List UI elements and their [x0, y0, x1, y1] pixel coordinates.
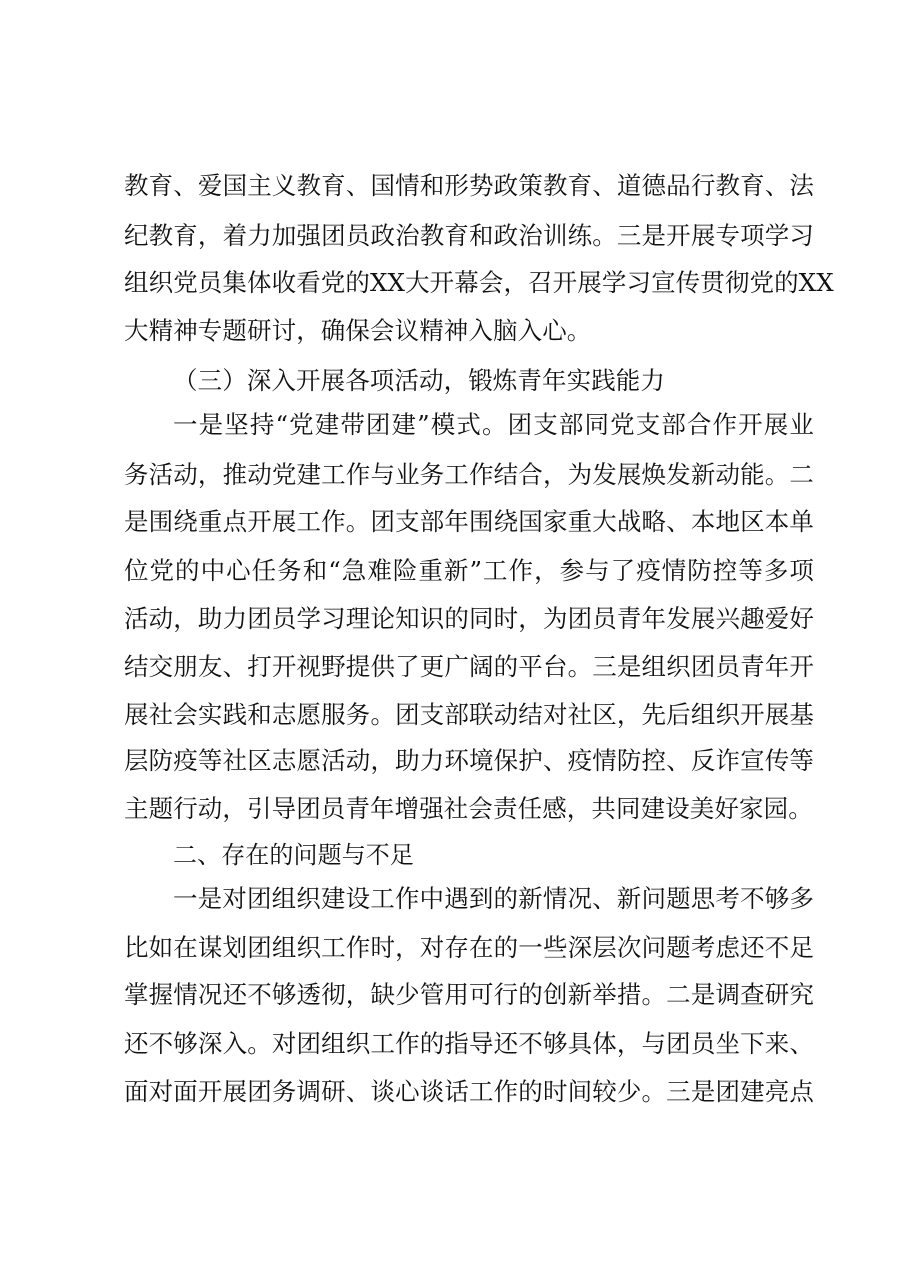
paragraph-line: 活动，助力团员学习理论知识的同时，为团员青年发展兴趣爱好 [124, 604, 814, 633]
paragraph-line: 一是坚持“党建带团建”模式。团支部同党支部合作开展业 [173, 410, 814, 439]
paragraph-line: 还不够深入。对团组织工作的指导还不够具体，与团员坐下来、 [124, 1029, 814, 1058]
paragraph-line: 是围绕重点开展工作。团支部年围绕国家重大战略、本地区本单 [124, 507, 814, 536]
paragraph-line: 展社会实践和志愿服务。团支部联动结对社区，先后组织开展基 [124, 700, 814, 729]
paragraph-line: 组织党员集体收看党的XX大开幕会，召开展学习宣传贯彻党的XX [124, 268, 834, 297]
paragraph-line: 层防疫等社区志愿活动，助力环境保护、疫情防控、反诈宣传等 [124, 746, 814, 775]
paragraph-line: 主题行动，引导团员青年增强社会责任感，共同建设美好家园。 [124, 794, 813, 823]
paragraph-line: 位党的中心任务和“急难险重新”工作，参与了疫情防控等多项 [124, 556, 814, 585]
paragraph-line: 一是对团组织建设工作中遇到的新情况、新问题思考不够多 [173, 884, 814, 913]
paragraph-line: 比如在谋划团组织工作时，对存在的一些深层次问题考虑还不足 [124, 933, 814, 962]
section-heading: （三）深入开展各项活动，锻炼青年实践能力 [173, 366, 665, 395]
paragraph-line: 教育、爱国主义教育、国情和形势政策教育、道德品行教育、法 [124, 171, 814, 200]
section-heading: 二、存在的问题与不足 [173, 841, 414, 869]
paragraph-line: 掌握情况还不够透彻，缺少管用可行的创新举措。二是调查研究 [124, 980, 814, 1009]
paragraph-line: 纪教育，着力加强团员政治教育和政治训练。三是开展专项学习 [124, 221, 814, 250]
paragraph-line: 大精神专题研讨，确保会议精神入脑入心。 [124, 316, 592, 345]
paragraph-line: 面对面开展团务调研、谈心谈话工作的时间较少。三是团建亮点 [124, 1077, 814, 1106]
paragraph-line: 务活动，推动党建工作与业务工作结合，为发展焕发新动能。二 [124, 460, 814, 489]
paragraph-line: 结交朋友、打开视野提供了更广阔的平台。三是组织团员青年开 [124, 652, 814, 681]
